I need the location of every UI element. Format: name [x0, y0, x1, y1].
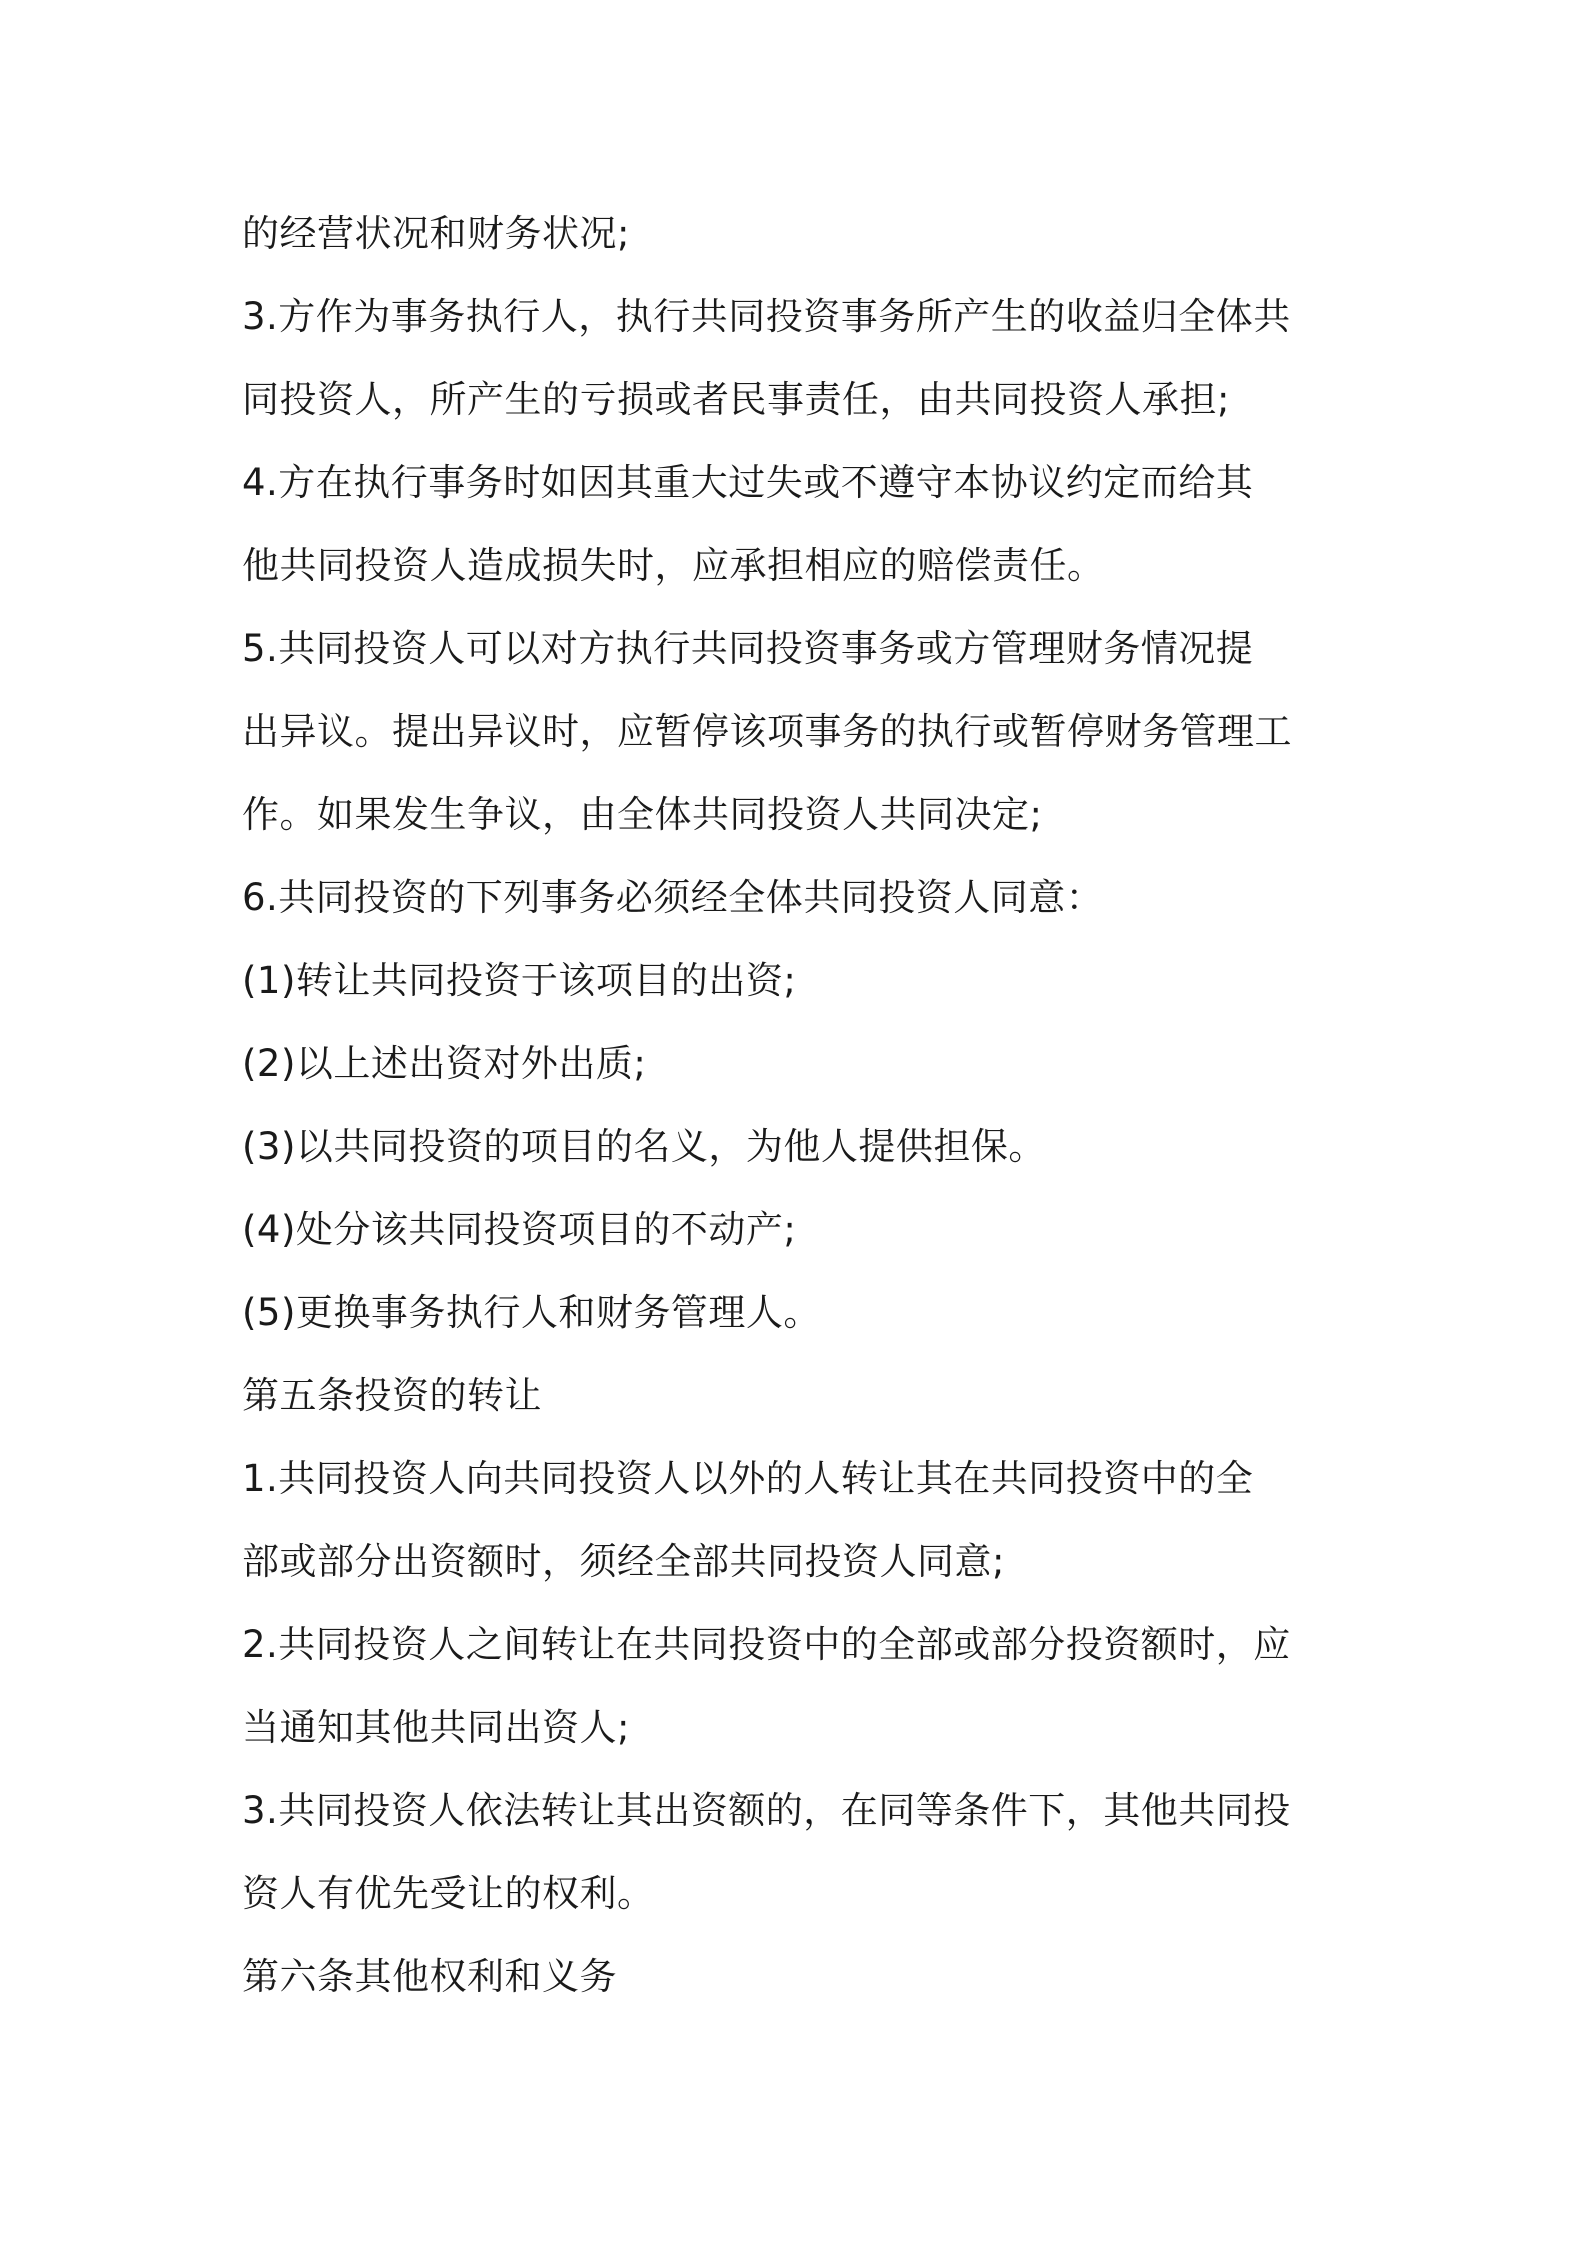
text-line: 4.方在执行事务时如因其重大过失或不遵守本协议约定而给其	[242, 461, 1254, 504]
text-line: 3.方作为事务执行人，执行共同投资事务所产生的收益归全体共	[242, 295, 1291, 338]
document-body	[242, 192, 1362, 2018]
text-line: 当通知其他共同出资人;	[242, 1706, 630, 1749]
text-line: 部或部分出资额时，须经全部共同投资人同意;	[242, 1540, 1005, 1583]
text-line: 1.共同投资人向共同投资人以外的人转让其在共同投资中的全	[242, 1457, 1254, 1500]
text-line: 3.共同投资人依法转让其出资额的，在同等条件下，其他共同投	[242, 1789, 1291, 1832]
section-heading: 第五条投资的转让	[242, 1374, 542, 1417]
section-heading: 第六条其他权利和义务	[242, 1955, 617, 1998]
text-line: 同投资人，所产生的亏损或者民事责任，由共同投资人承担;	[242, 378, 1230, 421]
list-item: (4)处分该共同投资项目的不动产;	[242, 1208, 797, 1251]
text-line: 作。如果发生争议，由全体共同投资人共同决定;	[242, 793, 1043, 836]
text-line: 2.共同投资人之间转让在共同投资中的全部或部分投资额时，应	[242, 1623, 1291, 1666]
text-line: 的经营状况和财务状况;	[242, 212, 630, 255]
list-item: (2)以上述出资对外出质;	[242, 1042, 647, 1085]
list-item: (1)转让共同投资于该项目的出资;	[242, 959, 797, 1002]
text-line: 出异议。提出异议时，应暂停该项事务的执行或暂停财务管理工	[242, 710, 1292, 753]
text-line: 他共同投资人造成损失时，应承担相应的赔偿责任。	[242, 544, 1105, 587]
list-item: (3)以共同投资的项目的名义，为他人提供担保。	[242, 1125, 1046, 1168]
text-line: 6.共同投资的下列事务必须经全体共同投资人同意：	[242, 876, 1104, 919]
list-item: (5)更换事务执行人和财务管理人。	[242, 1291, 821, 1334]
text-line: 资人有优先受让的权利。	[242, 1872, 655, 1915]
text-line: 5.共同投资人可以对方执行共同投资事务或方管理财务情况提	[242, 627, 1254, 670]
